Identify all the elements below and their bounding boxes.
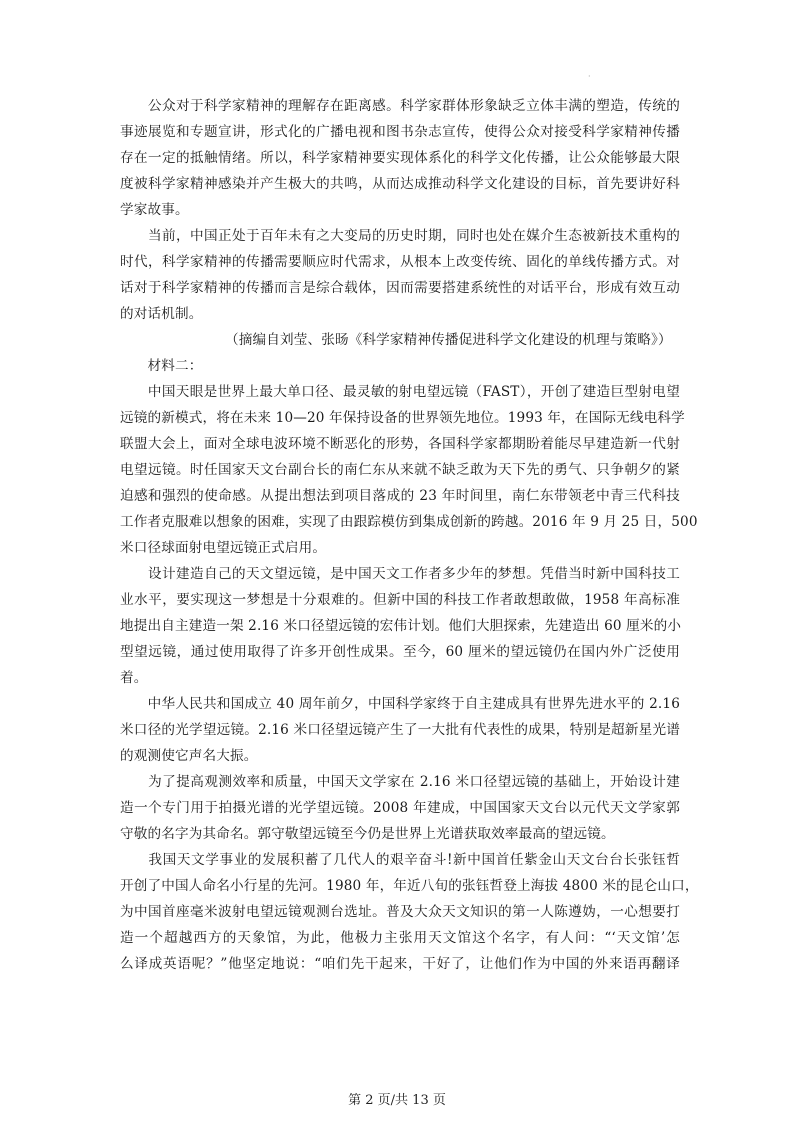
section-heading: 材料二： [120,358,203,374]
source-citation: （摘编自刘莹、张旸《科学家精神传播促进科学文化建设的机理与策略》） [225,332,672,348]
text-line: 米口径的光学望远镜。2.16 米口径望远镜产生了一大批有代表性的成果，特别是超新星光谱 [120,722,680,738]
text-line: 的对话机制。 [120,306,203,322]
text-line: 迫感和强烈的使命感。从提出想法到项目落成的 23 年时间里，南仁东带领老中青三代科技 [120,488,680,504]
text-line: 的观测使它声名大振。 [120,748,258,764]
corner-mark: · [588,72,591,81]
page-number: 第 2 页/共 13 页 [348,1093,446,1108]
text-line: 为中国首座毫米波射电望远镜观测台选址。普及大众天文知识的第一人陈遵妫，一心想要打 [120,904,680,920]
text-line: 远镜的新模式，将在未来 10—20 年保持设备的世界领先地位。1993 年，在国际无线电科学 [120,410,685,426]
text-line: 事迹展览和专题宣讲，形式化的广播电视和图书杂志宣传，使得公众对接受科学家精神传播 [120,124,680,140]
text-line: 设计建造自己的天文望远镜，是中国天文工作者多少年的梦想。凭借当时新中国科技工 [120,566,680,582]
text-line: 存在一定的抵触情绪。所以，科学家精神要实现体系化的科学文化传播，让公众能够最大限 [120,150,680,166]
text-line: 么译成英语呢？”他坚定地说：“咱们先干起来，干好了，让他们作为中国的外来语再翻译 [120,956,680,972]
text-line: 工作者克服难以想象的困难，实现了由跟踪模仿到集成创新的跨越。2016 年 9 月 25 日，500 [120,514,698,530]
text-line: 话对于科学家精神的传播而言是综合载体，因而需要搭建系统性的对话平台，形成有效互动 [120,280,680,296]
text-line: 造一个专门用于拍摄光谱的光学望远镜。2008 年建成，中国国家天文台以元代天文学家郭 [120,800,680,816]
text-line: 公众对于科学家精神的理解存在距离感。科学家群体形象缺乏立体丰满的塑造，传统的 [120,98,680,114]
text-line: 型望远镜，通过使用取得了许多开创性成果。至今，60 厘米的望远镜仍在国内外广泛使用 [120,644,680,660]
text-line: 中国天眼是世界上最大单口径、最灵敏的射电望远镜（FAST），开创了建造巨型射电望 [120,384,680,400]
text-line: 业水平，要实现这一梦想是十分艰难的。但新中国的科技工作者敢想敢做，1958 年高标准 [120,592,680,608]
text-line: 联盟大会上，面对全球电波环境不断恶化的形势，各国科学家都期盼着能尽早建造新一代射 [120,436,680,452]
text-line: 米口径球面射电望远镜正式启用。 [120,540,327,556]
text-line: 当前，中国正处于百年未有之大变局的历史时期，同时也处在媒介生态被新技术重构的 [120,228,680,244]
text-line: 中华人民共和国成立 40 周年前夕，中国科学家终于自主建成具有世界先进水平的 2.16 [120,696,680,712]
text-line: 我国天文学事业的发展积蓄了几代人的艰辛奋斗!新中国首任紫金山天文台台长张钰哲 [120,852,680,868]
text-line: 开创了中国人命名小行星的先河。1980 年，年近八旬的张钰哲登上海拔 4800 米的昆仑山口， [120,878,699,894]
text-line: 为了提高观测效率和质量，中国天文学家在 2.16 米口径望远镜的基础上，开始设计建 [120,774,680,790]
text-line: 电望远镜。时任国家天文台副台长的南仁东从来就不缺乏敢为天下先的勇气、只争朝夕的紧 [120,462,680,478]
text-line: 度被科学家精神感染并产生极大的共鸣，从而达成推动科学文化建设的目标，首先要讲好科 [120,176,680,192]
text-line: 时代，科学家精神的传播需要顺应时代需求，从根本上改变传统、固化的单线传播方式。对 [120,254,680,270]
text-line: 造一个超越西方的天象馆，为此，他极力主张用天文馆这个名字，有人问：“‘天文馆’怎 [120,930,680,946]
text-line: 守敬的名字为其命名。郭守敬望远镜至今仍是世界上光谱获取效率最高的望远镜。 [120,826,615,842]
text-line: 地提出自主建造一架 2.16 米口径望远镜的宏伟计划。他们大胆探索，先建造出 60 厘米的小 [120,618,682,634]
text-line: 着。 [120,670,148,686]
text-line: 学家故事。 [120,202,189,218]
